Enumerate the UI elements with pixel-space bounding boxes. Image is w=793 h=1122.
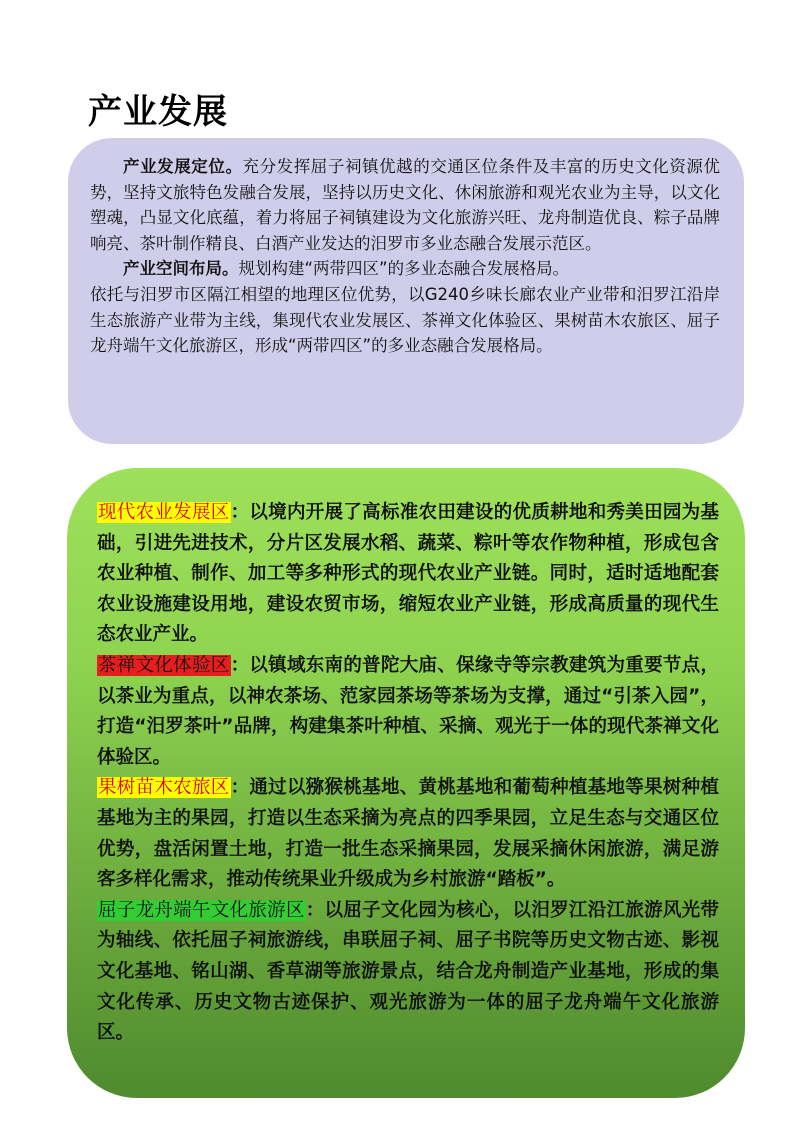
positioning-body: 充分发挥屈子祠镇优越的交通区位条件及丰富的历史文化资源优势，坚持文旅特色发融合发展，坚持以历史文化、休闲旅游和观光农业为主导，以文化塑魂，凸显文化底蕴，着力将屈子祠镇建设为文化旅游兴旺、龙舟制造优良、粽子品牌响亮、茶叶制作精良、白酒产业发达的汨罗市多业态融合发展示范区。: [90, 157, 721, 253]
zone-name: 果树苗木农旅区: [98, 777, 230, 799]
zone-description: ：通过以猕猴桃基地、黄桃基地和葡萄种植基地等果树种植基地为主的果园，打造以生态采摘为亮点的四季果园，立足生态与交通区位优势，盘活闲置土地，打造一批生态采摘果园，发展采摘休闲旅游，满足游客多样化需求，推动传统果业升级成为乡村旅游“踏板”。: [97, 777, 719, 891]
positioning-paragraph: [90, 154, 720, 256]
zone-description: ：以屈子文化园为核心，以汨罗江沿江旅游风光带为轴线、依托屈子祠旅游线，串联屈子祠、屈子书院等历史文物古迹、影视文化基地、铭山湖、香草湖等旅游景点，结合龙舟制造产业基地，形成的集文化传承、历史文物古迹保护、观光旅游为一体的屈子龙舟端午文化旅游区。: [97, 899, 719, 1044]
layout-paragraph: [90, 256, 720, 282]
zone-description: ：以镇域东南的普陀大庙、保缘寺等宗教建筑为重要节点，以茶业为重点，以神农茶场、范家园茶场等茶场为支撑，通过“引茶入园”，打造“汨罗茶叶”品牌，构建集茶叶种植、采摘、观光于一体的现代茶禅文化体验区。: [97, 654, 719, 768]
page-title: 产业发展: [88, 92, 228, 132]
zone-modern-agriculture: [97, 498, 719, 651]
zones-panel: [67, 468, 745, 1098]
zone-name: 茶禅文化体验区: [98, 654, 230, 676]
layout-body: 规划构建“两带四区”的多业态融合发展格局。: [238, 259, 570, 279]
zone-description: ：以境内开展了高标准农田建设的优质耕地和秀美田园为基础，引进先进技术，分片区发展水稻、蔬菜、粽叶等农作物种植，形成包含农业种植、制作、加工等多种形式的现代农业产业链。同时，适时适地配套农业设施建设用地，建设农贸市场，缩短农业产业链，形成高质量的现代生态农业产业。: [97, 502, 719, 646]
zone-fruit-nursery: [97, 773, 719, 895]
zone-dragon-boat: [97, 896, 719, 1049]
positioning-heading: 产业发展定位。: [123, 157, 243, 176]
layout-detail-paragraph: 依托与汨罗市区隔江相望的地理区位优势，以G240乡味长廊农业产业带和汨罗江沿岸生态旅游产业带为主线，集现代农业发展区、茶禅文化体验区、果树苗木农旅区、屈子龙舟端午文化旅游区，形成“两带四区”的多业态融合发展格局。: [90, 284, 720, 356]
zone-name: 屈子龙舟端午文化旅游区: [98, 899, 305, 921]
layout-heading: 产业空间布局。: [123, 259, 239, 279]
zone-tea-zen: [97, 651, 719, 773]
intro-panel: [68, 138, 744, 444]
zone-name: 现代农业发展区: [98, 502, 230, 523]
